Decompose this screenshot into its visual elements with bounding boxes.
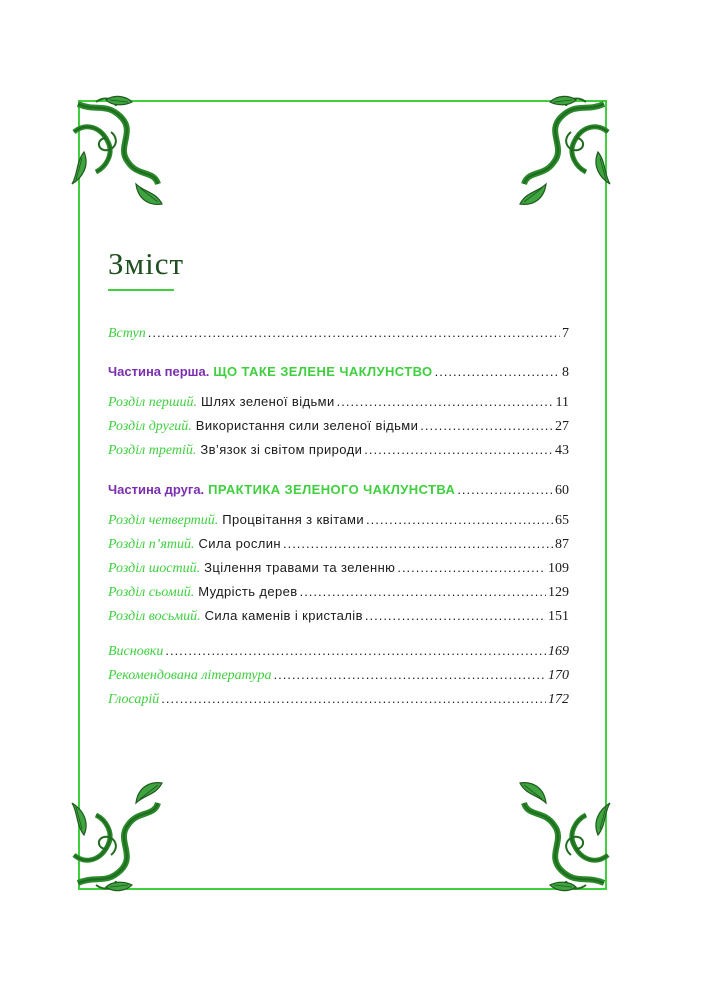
leader-dots xyxy=(365,608,546,624)
leader-dots xyxy=(366,512,553,528)
toc-entry-chapter-4[interactable] xyxy=(108,512,569,529)
toc-label: Розділ сьомий. xyxy=(108,585,195,600)
toc-page: 109 xyxy=(548,561,569,576)
toc-label: Частина перша. xyxy=(108,364,210,379)
toc-title: ЩО ТАКЕ ЗЕЛЕНЕ ЧАКЛУНСТВО xyxy=(213,364,433,379)
toc-entry-part-1[interactable] xyxy=(108,364,569,381)
toc-label: Вступ xyxy=(108,326,146,341)
leader-dots xyxy=(300,584,546,600)
toc-entry-chapter-1[interactable] xyxy=(108,394,569,411)
toc-label: Частина друга. xyxy=(108,482,205,497)
toc-label: Розділ п’ятий. xyxy=(108,537,195,552)
toc-title: Використання сили зеленої відьми xyxy=(195,418,419,433)
leader-dots xyxy=(283,536,553,552)
leader-dots xyxy=(457,482,553,498)
toc-page: 169 xyxy=(548,644,569,659)
leader-dots xyxy=(337,394,554,410)
toc-page: 151 xyxy=(548,609,569,624)
toc-title: ПРАКТИКА ЗЕЛЕНОГО ЧАКЛУНСТВА xyxy=(208,482,456,497)
leader-dots xyxy=(397,560,546,576)
toc-page: 7 xyxy=(562,326,569,341)
toc-entry-chapter-6[interactable] xyxy=(108,560,569,577)
toc-page: 129 xyxy=(548,585,569,600)
leader-dots xyxy=(148,325,560,341)
toc-label: Висновки xyxy=(108,644,164,659)
toc-title: Зцілення травами та зеленню xyxy=(204,560,396,575)
toc-entry-conclusions[interactable] xyxy=(108,643,569,660)
toc-entry-intro[interactable] xyxy=(108,325,569,342)
toc-title: Процвітання з квітами xyxy=(222,512,365,527)
toc-label: Розділ шостий. xyxy=(108,561,201,576)
toc-entry-chapter-2[interactable] xyxy=(108,418,569,435)
leader-dots xyxy=(161,691,546,707)
title-underline xyxy=(108,289,174,291)
toc-entry-glossary[interactable] xyxy=(108,691,569,708)
toc-title: Зв’язок зі світом природи xyxy=(200,442,363,457)
toc-page: 170 xyxy=(548,668,569,683)
toc-label: Розділ четвертий. xyxy=(108,513,219,528)
leader-dots xyxy=(420,418,553,434)
toc-entry-chapter-8[interactable] xyxy=(108,608,569,625)
toc-entry-chapter-5[interactable] xyxy=(108,536,569,553)
leader-dots xyxy=(165,643,546,659)
leader-dots xyxy=(273,667,546,683)
toc-label: Розділ перший. xyxy=(108,395,197,410)
vine-ornament-icon xyxy=(66,92,166,217)
toc-page: 60 xyxy=(555,483,569,498)
toc-label: Глосарій xyxy=(108,692,160,707)
toc-page: 11 xyxy=(555,395,569,410)
vine-ornament-icon xyxy=(66,770,166,895)
toc-label: Розділ восьмий. xyxy=(108,609,201,624)
toc-page: 43 xyxy=(555,443,569,458)
toc-title: Сила рослин xyxy=(198,536,281,551)
toc-entry-literature[interactable] xyxy=(108,667,569,684)
toc-title: Сила каменів і кристалів xyxy=(204,608,363,623)
toc-label: Розділ другий. xyxy=(108,419,192,434)
toc-title: Шлях зеленої відьми xyxy=(201,394,335,409)
page-title: Зміст xyxy=(108,246,185,281)
toc-page: 172 xyxy=(548,692,569,707)
toc-label: Рекомендована література xyxy=(108,668,272,683)
toc-title: Мудрість дерев xyxy=(198,584,298,599)
toc-entry-chapter-3[interactable] xyxy=(108,442,569,459)
vine-ornament-icon xyxy=(516,770,616,895)
toc-label: Розділ третій. xyxy=(108,443,197,458)
leader-dots xyxy=(435,364,560,380)
toc-entry-part-2[interactable] xyxy=(108,482,569,499)
toc-entry-chapter-7[interactable] xyxy=(108,584,569,601)
toc-page: 8 xyxy=(562,365,569,380)
toc-page: 27 xyxy=(555,419,569,434)
toc-page: 87 xyxy=(555,537,569,552)
vine-ornament-icon xyxy=(516,92,616,217)
toc-page: 65 xyxy=(555,513,569,528)
leader-dots xyxy=(364,442,553,458)
